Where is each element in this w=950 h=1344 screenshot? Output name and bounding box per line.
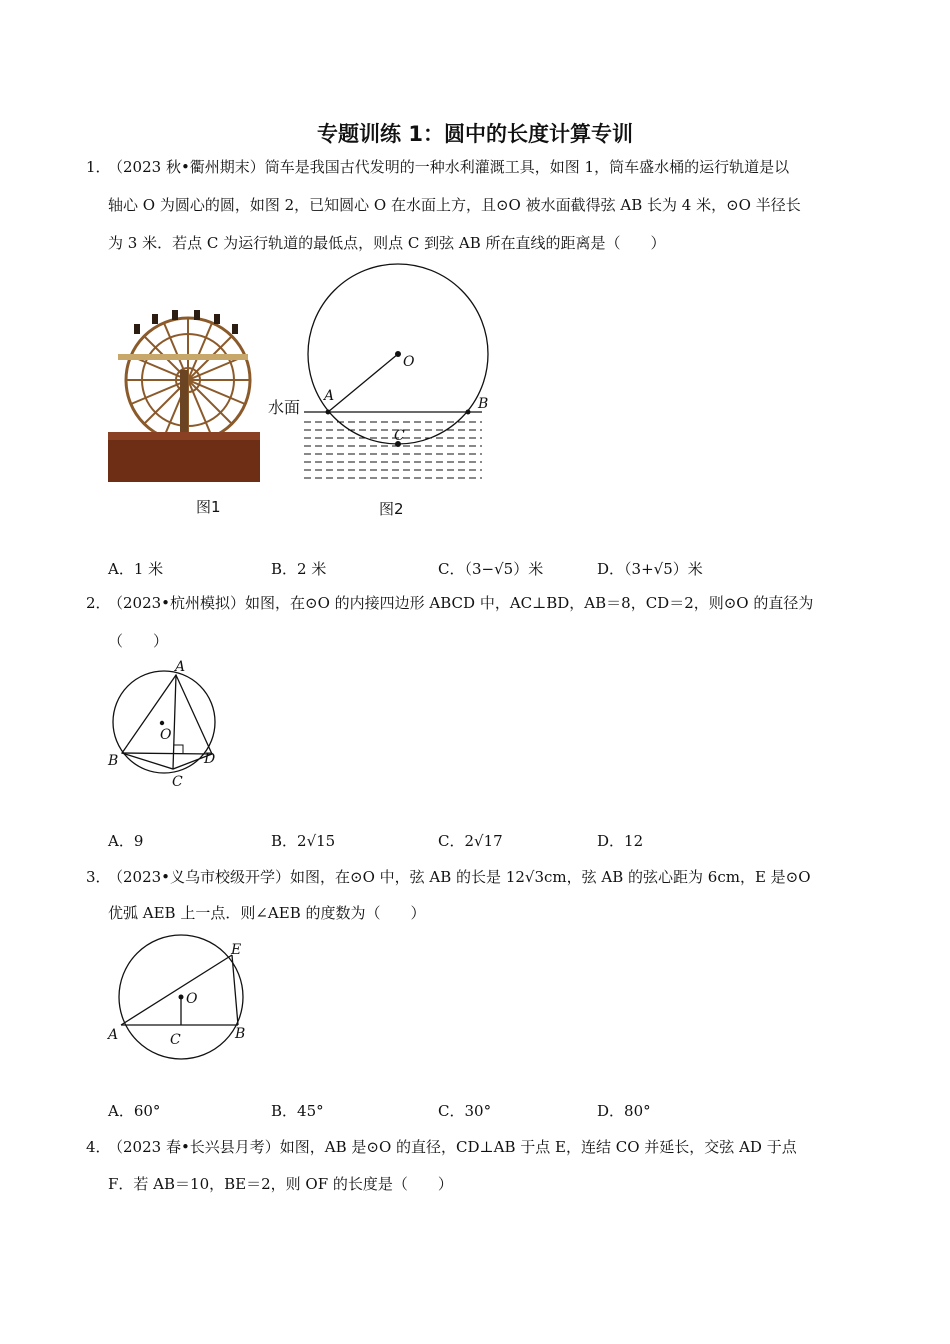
q2-option-a[interactable]: A．9 [108,832,144,850]
q3-label-c: C [170,1032,181,1048]
q3-label-a: A [108,1027,119,1043]
water-surface-label: 水面 [268,398,301,417]
water-wheel-photo [108,310,260,482]
q3-label-o: O [186,991,198,1007]
label-b: B [478,396,489,412]
q3-option-b[interactable]: B．45° [271,1102,324,1120]
question-3-text-line2: 优弧 AEB 上一点．则∠AEB 的度数为（ ） [108,904,426,922]
q3-option-c[interactable]: C．30° [438,1102,492,1120]
q1-option-a[interactable]: A．1 米 [108,560,164,578]
q2-label-o: O [160,727,172,743]
question-4-number: 4． [86,1138,111,1156]
question-3-text-line1: （2023•义乌市校级开学）如图，在⊙O 中，弦 AB 的长是 12√3cm，弦 AB 的弦心距为 6cm，E 是⊙O [108,868,811,886]
q2-option-b[interactable]: B．2√15 [271,832,336,850]
question-4-text-line1: （2023 春•长兴县月考）如图，AB 是⊙O 的直径，CD⊥AB 于点 E，连结 CO 并延长，交弦 AD 于点 [108,1138,797,1156]
q2-label-a: A [175,659,186,675]
q2-label-b: B [108,753,119,769]
question-3-diagram [104,935,254,1050]
question-2-text-line1: （2023•杭州模拟）如图，在⊙O 的内接四边形 ABCD 中，AC⊥BD，AB＝8，CD＝2，则⊙O 的直径为 [108,594,814,612]
q2-label-c: C [172,774,183,790]
figure-1-caption: 图1 [196,498,221,516]
question-2-text-line2: （ ） [108,632,169,650]
question-2-number: 2． [86,594,111,612]
q1-option-d[interactable]: D．（3+√5）米 [597,560,703,578]
q3-option-d[interactable]: D．80° [597,1102,651,1120]
q3-option-a[interactable]: A．60° [108,1102,161,1120]
q1-option-b[interactable]: B．2 米 [271,560,327,578]
question-3-number: 3． [86,868,111,886]
q2-option-c[interactable]: C．2√17 [438,832,503,850]
q2-label-d: D [204,751,216,767]
q3-label-b: B [235,1026,246,1042]
center-o-point [395,351,401,357]
question-1-number: 1． [86,158,111,176]
question-1-text-line3: 为 3 米．若点 C 为运行轨道的最低点，则点 C 到弦 AB 所在直线的距离是（ ） [108,234,666,252]
page-title: 专题训练 1：圆中的长度计算专训 [317,122,633,146]
label-a: A [324,388,335,404]
label-c: C [394,428,405,444]
q2-option-d[interactable]: D．12 [597,832,644,850]
question-1-text-line1: （2023 秋•衢州期末）筒车是我国古代发明的一种水利灌溉工具，如图 1，筒车盛水桶的运行轨道是以 [108,158,790,176]
question-4-text-line2: F．若 AB＝10，BE＝2，则 OF 的长度是（ ） [108,1175,453,1193]
question-1-text-line2: 轴心 O 为圆心的圆，如图 2，已知圆心 O 在水面上方，且⊙O 被水面截得弦 AB 长为 4 米，⊙O 半径长 [108,196,801,214]
label-o: O [403,354,415,370]
figure-2-diagram [262,262,492,492]
question-2-diagram [104,655,234,790]
q3-label-e: E [231,942,242,958]
q1-option-c[interactable]: C．（3−√5）米 [438,560,544,578]
figure-2-caption: 图2 [379,500,404,518]
